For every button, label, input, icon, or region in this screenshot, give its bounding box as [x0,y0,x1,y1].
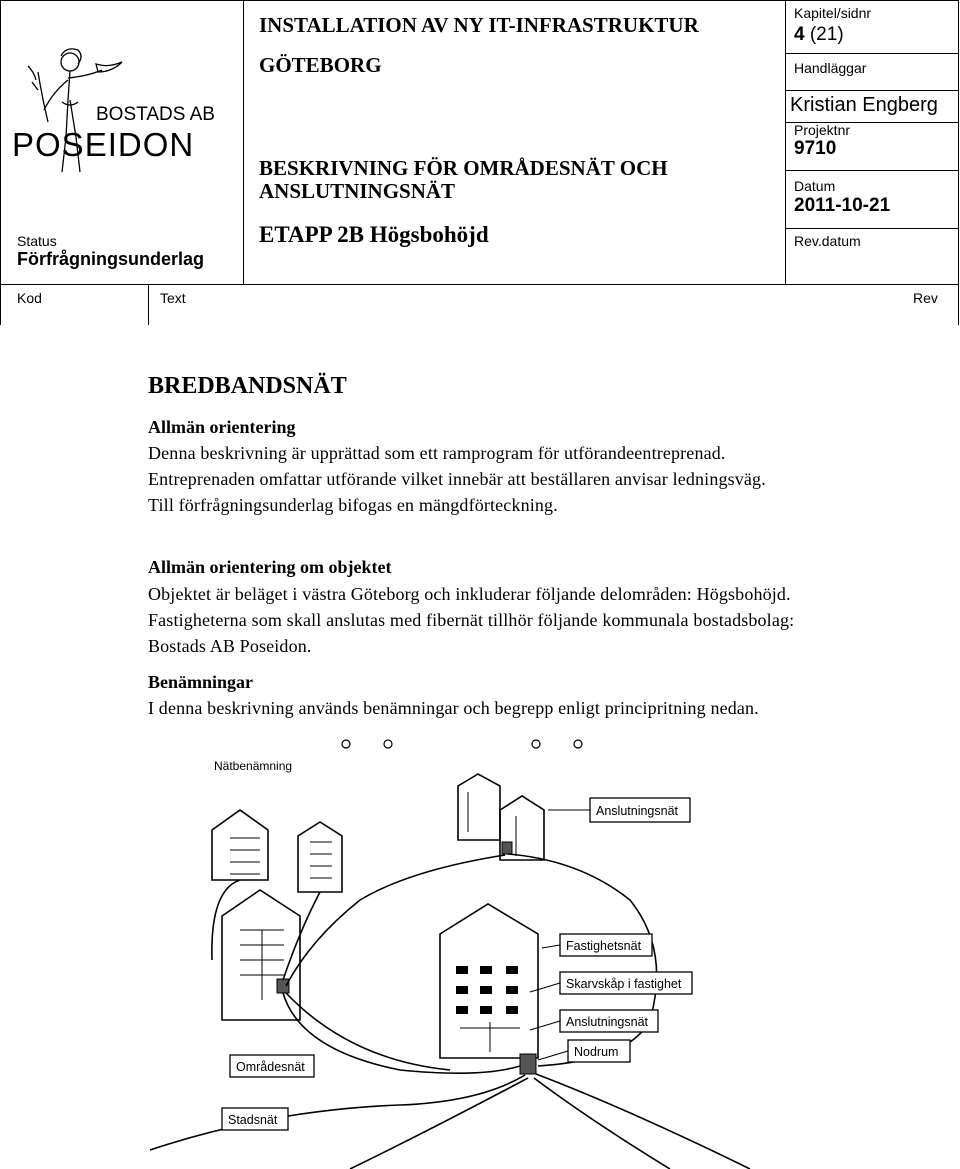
date-label: Datum [794,178,836,194]
punch-hole [384,740,392,748]
header-divider [785,228,958,229]
paragraph-line: Till förfrågningsunderlag bifogas en mängdförteckning. [148,495,558,515]
header-divider [0,0,959,1]
building [458,774,500,840]
project-label: Projektnr [794,122,851,138]
paragraph-line: Entreprenaden omfattar utförande vilket innebär att beställaren anvisar ledningsväg. [148,469,766,489]
building [222,890,300,1020]
document-stage: ETAPP 2B Högsbohöjd [259,222,489,247]
header-divider [0,284,959,285]
status-value: Förfrågningsunderlag [17,249,205,269]
paragraph-line: I denna beskrivning används benämningar och begrepp enligt principritning nedan. [148,698,759,718]
building [212,810,268,880]
paragraph-line: Bostads AB Poseidon. [148,636,312,656]
label-skarvskap: Skarvskåp i fastighet [566,977,682,991]
document-header [0,0,960,325]
header-divider [785,90,958,91]
paragraph-line: Objektet är beläget i västra Göteborg och inkluderar följande delområden: Högsbohöjd. [148,584,791,604]
punch-hole [532,740,540,748]
label-fastighetsnat: Fastighetsnät [566,939,642,953]
diagram-title: Nätbenämning [214,759,293,773]
building [298,822,342,892]
paragraph-line: Denna beskrivning är upprättad som ett ramprogram för utförandeentreprenad. [148,443,726,463]
document-location: GÖTEBORG [259,53,382,77]
header-divider [148,284,149,325]
header-divider [785,170,958,171]
column-rev: Rev [913,290,938,306]
svg-text:BOSTADS AB: BOSTADS AB [96,104,215,125]
splice-cabinet [502,842,512,854]
status-label: Status [17,233,57,249]
header-divider [785,53,958,54]
document-title: INSTALLATION AV NY IT-INFRASTRUKTUR [259,13,699,37]
splice-cabinet [277,979,289,993]
header-divider [0,0,1,325]
section-title: Allmän orientering om objektet [148,557,392,577]
project-value: 9710 [794,138,837,159]
poseidon-logo [8,42,218,192]
svg-text:POSEIDON: POSEIDON [12,126,195,163]
paragraph-line: Fastigheterna som skall anslutas med fibernät tillhör följande kommunala bostadsbolag: [148,610,795,630]
document-subtitle: BESKRIVNING FÖR OMRÅDESNÄT OCH ANSLUTNINGSNÄT [259,156,668,203]
section-title: Allmän orientering [148,417,296,437]
section-title: Benämningar [148,672,254,692]
label-anslutningsnat: Anslutningsnät [566,1015,649,1029]
column-kod: Kod [17,290,42,306]
punch-hole [342,740,350,748]
chapter-page: 4 (21) [794,24,844,45]
column-text: Text [160,290,186,306]
revdate-label: Rev.datum [794,233,861,249]
section-heading: BREDBANDSNÄT [148,373,347,399]
network-principle-diagram [150,730,950,1169]
header-divider [243,0,244,285]
building [440,904,538,1058]
header-divider [785,0,786,285]
label-omradesnat: Områdesnät [236,1060,305,1074]
punch-hole [574,740,582,748]
label-stadsnat: Stadsnät [228,1113,278,1127]
handler-label: Handläggar [794,60,867,76]
label-anslutningsnat: Anslutningsnät [596,804,679,818]
date-value: 2011-10-21 [794,195,891,216]
chapter-label: Kapitel/sidnr [794,5,872,21]
node-room [520,1054,536,1074]
header-divider [958,0,959,325]
label-nodrum: Nodrum [574,1045,619,1059]
handler-value: Kristian Engberg [790,94,938,116]
